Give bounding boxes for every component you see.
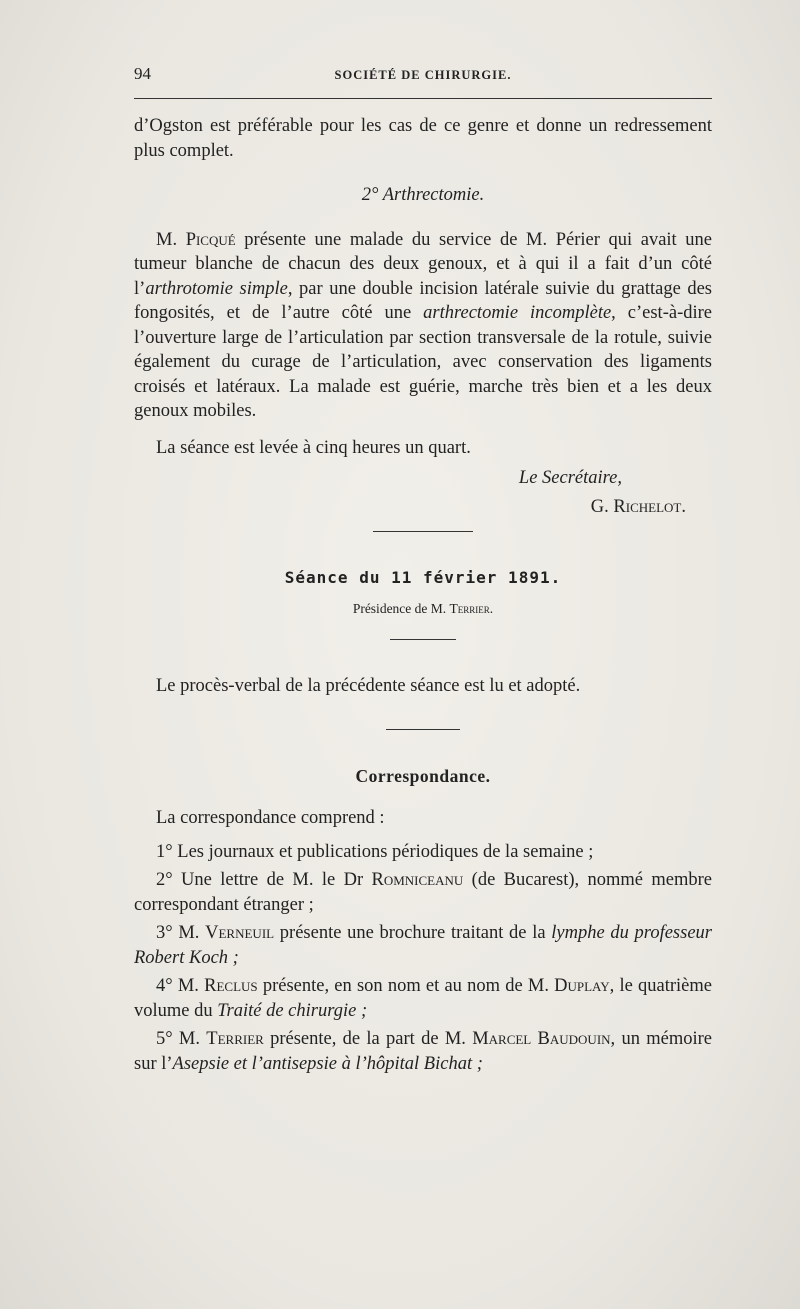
- text: présente, de la part de M.: [263, 1029, 473, 1049]
- text: Présidence de M.: [352, 600, 450, 616]
- text: , c’est-à-dire l’ouverture large de l’articulation par section transversale de la rotule, suivie également du curage de l’articulation, avec conservation des ligaments croisés et latéraux. La malade est guérie, marche très bien et a les deux genoux mobiles.: [134, 303, 712, 421]
- person-name: Verneuil: [205, 923, 275, 943]
- section-divider: [373, 531, 473, 532]
- header-rule: [134, 98, 712, 99]
- running-head: SOCIÉTÉ DE CHIRURGIE.: [334, 68, 512, 82]
- paragraph-closing: La séance est levée à cinq heures un quart.: [156, 437, 471, 458]
- paragraph-picque: [134, 228, 712, 424]
- person-name: Duplay: [554, 976, 610, 996]
- text: 4° M.: [156, 976, 205, 996]
- italic-title: lymphe du professeur Robert Koch ;: [134, 923, 712, 968]
- text: présente, en son nom et au nom de M.: [257, 976, 555, 996]
- text: présente une brochure traitant de la: [274, 923, 552, 943]
- text: , le quatrième volume du: [134, 976, 712, 1021]
- text: 5° M.: [156, 1029, 207, 1049]
- italic-title: Traité de chirurgie ;: [217, 1000, 368, 1021]
- section-heading-arthrectomie: 2° Arthrectomie.: [361, 185, 485, 205]
- correspondance-intro: La correspondance comprend :: [156, 808, 385, 828]
- page-body: [134, 114, 712, 1076]
- text: G.: [590, 496, 614, 517]
- person-name: Marcel Baudouin: [472, 1029, 611, 1049]
- president-name: Terrier.: [449, 600, 494, 616]
- list-item: 1° Les journaux et publications périodiques de la semaine ;: [156, 841, 594, 862]
- text: 3° M.: [156, 923, 206, 943]
- page-header: [134, 64, 712, 86]
- section-divider: [390, 639, 456, 640]
- signature-role: [134, 466, 712, 491]
- list-item: [134, 868, 712, 917]
- list-item: [134, 921, 712, 970]
- presidence-line: [134, 597, 712, 622]
- italic-title: Asepsie et l’antisepsie à l’hôpital Bichat ;: [172, 1053, 483, 1074]
- section-divider: [386, 729, 460, 730]
- person-name: Reclus: [204, 976, 258, 996]
- signature-name: [134, 495, 712, 520]
- page-number: 94: [134, 64, 151, 83]
- text: M.: [156, 229, 186, 250]
- author-name: Picqué: [185, 229, 236, 250]
- secretary-name: Richelot.: [613, 496, 686, 517]
- seance-title: Séance du 11 février 1891.: [284, 568, 562, 587]
- text: présente une malade du service de M. Périer qui avait une tumeur blanche de chacun des deux genoux, et à qui il a fait d’un côté l’: [134, 229, 713, 299]
- correspondance-title: Correspondance.: [355, 765, 491, 786]
- paragraph-proces-verbal: Le procès-verbal de la précédente séance est lu et adopté.: [156, 676, 581, 696]
- person-name: Terrier: [206, 1029, 264, 1049]
- person-name: Romniceanu: [371, 870, 464, 890]
- secretary-title: Le Secrétaire,: [518, 468, 622, 488]
- text: , par une double incision latérale suivie du grattage des fongosités, et de l’autre côté une: [134, 278, 712, 323]
- text: 2° Une lettre de M. le Dr: [156, 870, 372, 890]
- text: (de Bucarest), nommé membre correspondant étranger ;: [134, 870, 713, 915]
- italic-term: arthrotomie simple: [145, 278, 288, 299]
- list-item: [134, 1027, 712, 1076]
- text: , un mémoire sur l’: [134, 1029, 712, 1074]
- list-item: [134, 974, 712, 1023]
- italic-term: arthrectomie incomplète: [423, 303, 612, 323]
- paragraph-ogston: d’Ogston est préférable pour les cas de ce genre et donne un redressement plus complet.: [134, 116, 712, 161]
